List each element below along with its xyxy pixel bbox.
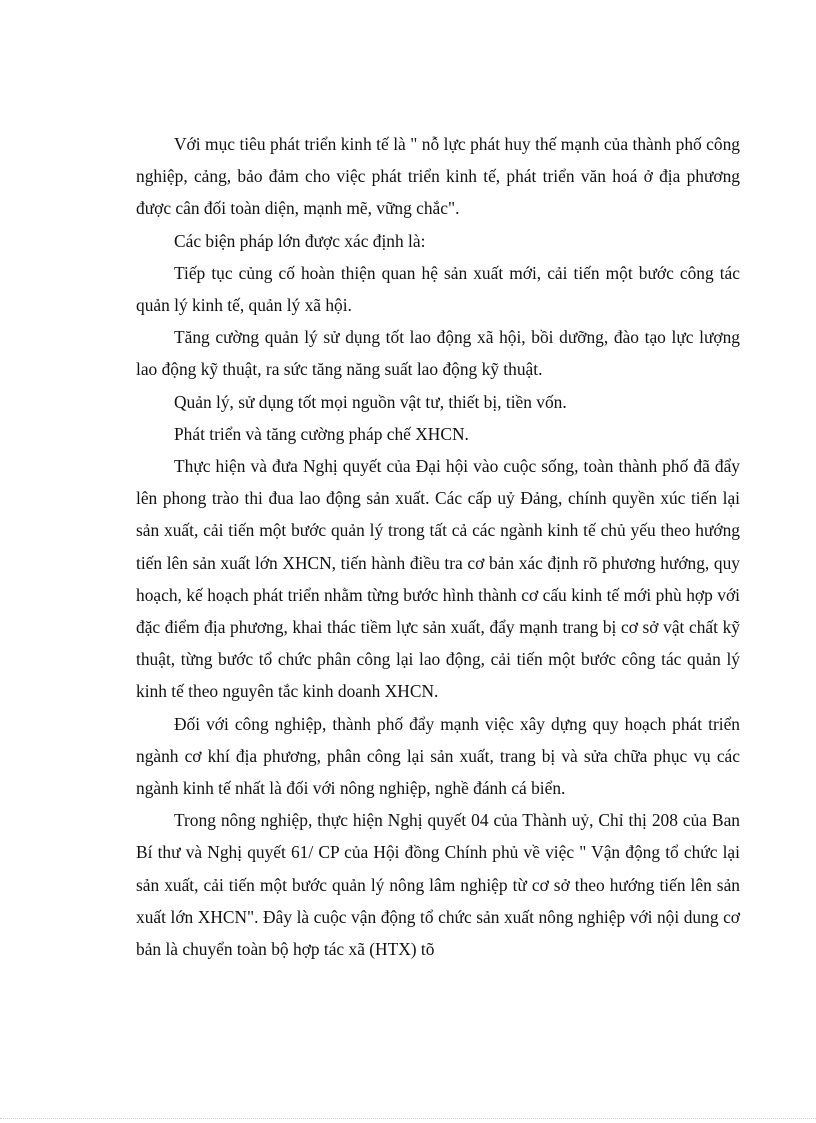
paragraph-measure-resources: Quản lý, sử dụng tốt mọi nguồn vật tư, thiết bị, tiền vốn.	[174, 391, 567, 412]
paragraph-development-goal: Với mục tiêu phát triển kinh tế là " nỗ lực phát huy thế mạnh của thành phố công nghiệp, cảng, bảo đảm cho việc phát triển kinh tế, phát triển văn hoá ở địa phương được cân đối toàn diện, mạnh mẽ, vững chắc".	[136, 134, 740, 219]
paragraph-measure-production-relations: Tiếp tục củng cố hoàn thiện quan hệ sản xuất mới, cải tiến một bước công tác quản lý kinh tế, quản lý xã hội.	[136, 262, 740, 316]
page-bottom-border	[0, 1118, 816, 1119]
paragraph-measure-labor: Tăng cường quản lý sử dụng tốt lao động xã hội, bồi dưỡng, đào tạo lực lượng lao động kỹ thuật, ra sức tăng năng suất lao động kỹ thuật.	[136, 327, 740, 380]
paragraph-implementation: Thực hiện và đưa Nghị quyết của Đại hội vào cuộc sống, toàn thành phố đã đẩy lên phong trào thi đua lao động sản xuất. Các cấp uỷ Đảng, chính quyền xúc tiến lại sản xuất, cải tiến một bước quản lý trong tất cả các ngành kinh tế chủ yếu theo hướng tiến lên sản xuất lớn XHCN, tiến hành điều tra cơ bản xác định rõ phương hướng, quy hoạch, kế hoạch phát triển nhằm từng bước hình thành cơ cấu kinh tế mới phù hợp với đặc điểm địa phương, khai thác tiềm lực sản xuất, đẩy mạnh trang bị cơ sở vật chất kỹ thuật, từng bước tổ chức phân công lại lao động, cải tiến một bước công tác quản lý kinh tế theo nguyên tắc kinh doanh XHCN.	[136, 456, 740, 702]
paragraph-agriculture: Trong nông nghiệp, thực hiện Nghị quyết 04 của Thành uỷ, Chỉ thị 208 của Ban Bí thư và Nghị quyết 61/ CP của Hội đồng Chính phủ về việc " Vận động tổ chức lại sản xuất, cải tiến một bước quản lý nông lâm nghiệp từ cơ sở theo hướng tiến lên sản xuất lớn XHCN". Đây là cuộc vận động tổ chức sản xuất nông nghiệp với nội dung cơ bản là chuyển toàn bộ hợp tác xã (HTX) tõ	[136, 810, 740, 960]
paragraph-measures-intro: Các biện pháp lớn được xác định là:	[174, 230, 426, 251]
paragraph-measure-legal: Phát triển và tăng cường pháp chế XHCN.	[174, 423, 469, 444]
document-body	[136, 128, 740, 965]
paragraph-industry: Đối với công nghiệp, thành phố đẩy mạnh việc xây dựng quy hoạch phát triển ngành cơ khí địa phương, phân công lại sản xuất, trang bị và sửa chữa phục vụ các ngành kinh tế nhất là đối với nông nghiệp, nghề đánh cá biển.	[136, 713, 740, 799]
